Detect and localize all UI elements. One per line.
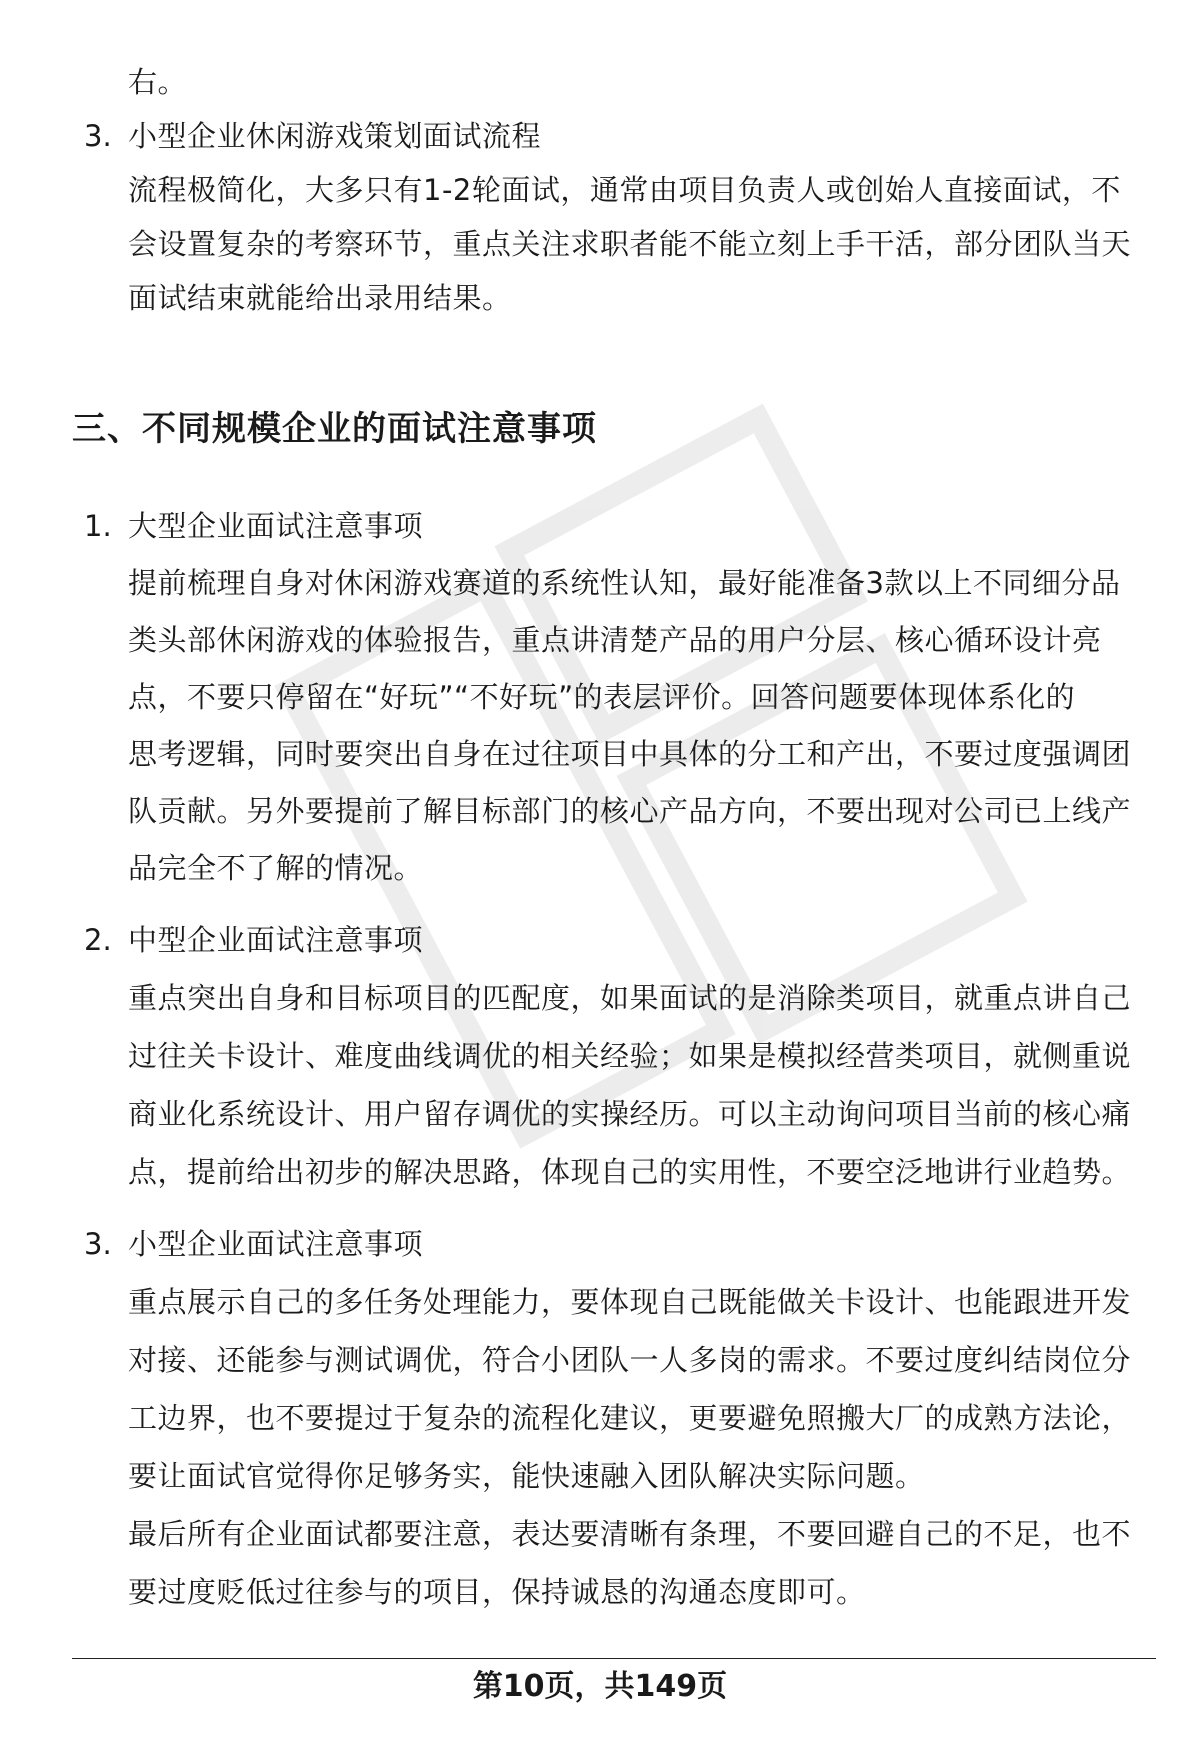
- paragraph-line: 流程极简化，大多只有1-2轮面试，通常由项目负责人或创始人直接面试，不: [128, 173, 1121, 207]
- list-number: 2.: [84, 923, 112, 957]
- paragraph-line: 重点突出自身和目标项目的匹配度，如果面试的是消除类项目，就重点讲自己: [128, 981, 1132, 1015]
- list-number: 3.: [84, 1227, 112, 1261]
- paragraph-line: 会设置复杂的考察环节，重点关注求职者能不能立刻上手干活，部分团队当天: [128, 227, 1132, 261]
- footer-divider: [72, 1658, 1156, 1659]
- page-number: 第10页，共149页: [472, 1669, 728, 1704]
- paragraph-line: 点，不要只停留在“好玩”“不好玩”的表层评价。回答问题要体现体系化的: [128, 680, 1076, 714]
- paragraph-line: 最后所有企业面试都要注意，表达要清晰有条理，不要回避自己的不足，也不: [128, 1517, 1132, 1551]
- paragraph-line: 重点展示自己的多任务处理能力，要体现自己既能做关卡设计、也能跟进开发: [128, 1285, 1132, 1319]
- paragraph-line: 类头部休闲游戏的体验报告，重点讲清楚产品的用户分层、核心循环设计亮: [128, 623, 1102, 657]
- list-item-title: 大型企业面试注意事项: [128, 509, 424, 543]
- paragraph-line: 品完全不了解的情况。: [128, 851, 424, 885]
- paragraph-line: 点，提前给出初步的解决思路，体现自己的实用性，不要空泛地讲行业趋势。: [128, 1155, 1132, 1189]
- paragraph-line: 工边界，也不要提过于复杂的流程化建议，更要避免照搬大厂的成熟方法论，: [128, 1401, 1132, 1435]
- list-number: 3.: [84, 119, 112, 153]
- paragraph-line: 要让面试官觉得你足够务实，能快速融入团队解决实际问题。: [128, 1459, 925, 1493]
- paragraph-line: 商业化系统设计、用户留存调优的实操经历。可以主动询问项目当前的核心痛: [128, 1097, 1132, 1131]
- paragraph-line: 提前梳理自身对休闲游戏赛道的系统性认知，最好能准备3款以上不同细分品: [128, 566, 1121, 600]
- list-item-title: 中型企业面试注意事项: [128, 923, 424, 957]
- section-heading: 三、不同规模企业的面试注意事项: [72, 409, 597, 449]
- paragraph-line: 要过度贬低过往参与的项目，保持诚恳的沟通态度即可。: [128, 1575, 866, 1609]
- list-item-title: 小型企业休闲游戏策划面试流程: [128, 119, 542, 153]
- paragraph-line: 过往关卡设计、难度曲线调优的相关经验；如果是模拟经营类项目，就侧重说: [128, 1039, 1132, 1073]
- list-item-title: 小型企业面试注意事项: [128, 1227, 424, 1261]
- list-number: 1.: [84, 509, 112, 543]
- paragraph-line: 对接、还能参与测试调优，符合小团队一人多岗的需求。不要过度纠结岗位分: [128, 1343, 1132, 1377]
- paragraph-line: 思考逻辑，同时要突出自身在过往项目中具体的分工和产出，不要过度强调团: [128, 737, 1132, 771]
- paragraph-line: 右。: [128, 65, 188, 99]
- paragraph-line: 队贡献。另外要提前了解目标部门的核心产品方向，不要出现对公司已上线产: [128, 794, 1132, 828]
- paragraph-line: 面试结束就能给出录用结果。: [128, 281, 512, 315]
